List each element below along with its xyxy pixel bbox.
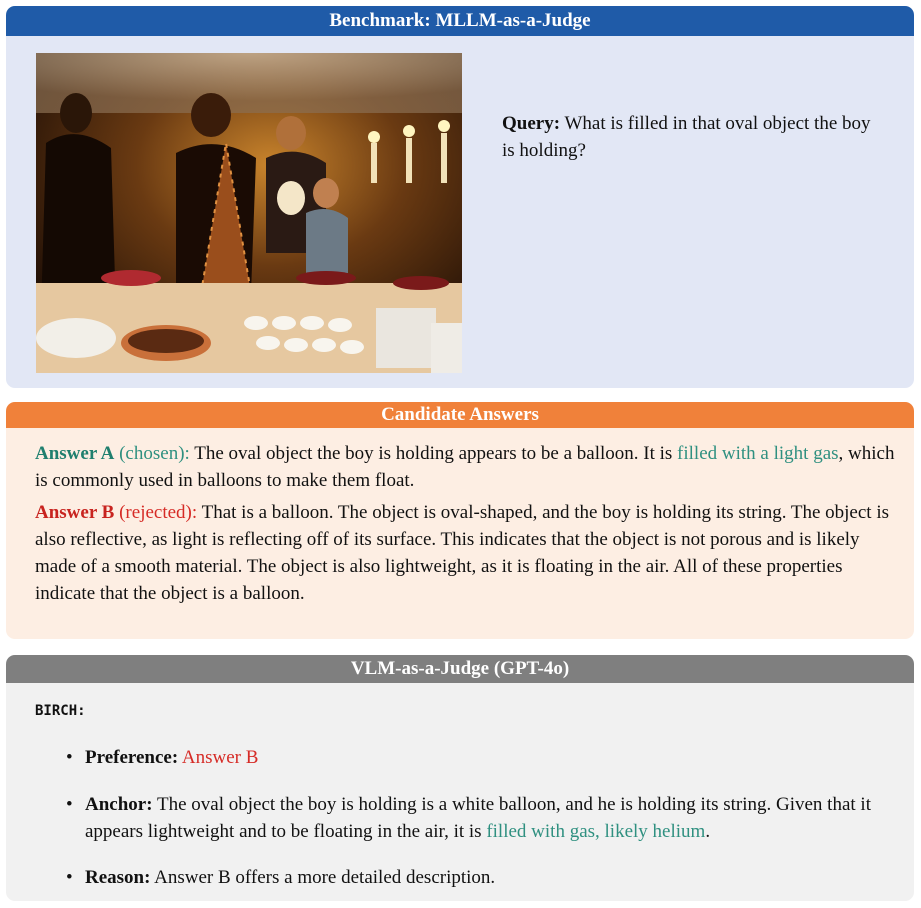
reason-text: Answer B offers a more detailed description. [154, 867, 496, 888]
reason-label: Reason: [85, 867, 151, 888]
answer-b-text: That is a balloon. The object is oval-shaped, and the boy is holding its string. The object is also reflective, as light is reflecting off of its surface. This indicates that the object is not porous and is likely made of a smooth material. The object is also lightweight, as it is floating in the air. All of these properties indicate that the object is a balloon. [35, 502, 889, 604]
answer-a-tag: (chosen): [119, 443, 190, 464]
birch-label: BIRCH: [35, 703, 86, 719]
benchmark-header: Benchmark: MLLM-as-a-Judge [6, 6, 914, 36]
bullet: • [66, 747, 73, 768]
anchor-end: . [705, 821, 711, 842]
candidate-answers-header: Candidate Answers [6, 402, 914, 428]
anchor-text: The oval object the boy is holding is a white balloon, and he is holding its string. Given that it appears lightweight and to be floating in the air, it is [85, 794, 871, 842]
answer-b-label: Answer B [35, 502, 115, 523]
candidate-answers-panel [6, 402, 914, 639]
answer-a-text-end: , which is commonly used in balloons to make them float. [35, 443, 895, 491]
query-text [502, 110, 882, 164]
preference-item [66, 744, 896, 771]
answer-a-label: Answer A [35, 443, 115, 464]
anchor-item [66, 791, 896, 845]
answer-a-highlight: filled with a light gas [677, 443, 839, 464]
answer-a-text: The oval object the boy is holding appears to be a balloon. It is [194, 443, 673, 464]
vlm-judge-panel [6, 655, 914, 901]
anchor-highlight: filled with gas, likely helium [486, 821, 706, 842]
vlm-judge-header: VLM-as-a-Judge (GPT-4o) [6, 655, 914, 683]
preference-label: Preference: [85, 747, 179, 768]
preference-value: Answer B [181, 747, 259, 768]
benchmark-panel [6, 6, 914, 388]
query-label: Query: [502, 113, 561, 134]
reason-item [66, 864, 896, 891]
bullet: • [66, 867, 73, 888]
party-photo [36, 53, 462, 373]
bullet: • [66, 794, 73, 815]
query-content: What is filled in that oval object the boy is holding? [502, 113, 871, 161]
answer-b-tag: (rejected): [119, 502, 198, 523]
answer-a [35, 440, 895, 494]
answer-b [35, 499, 895, 607]
anchor-label: Anchor: [85, 794, 153, 815]
